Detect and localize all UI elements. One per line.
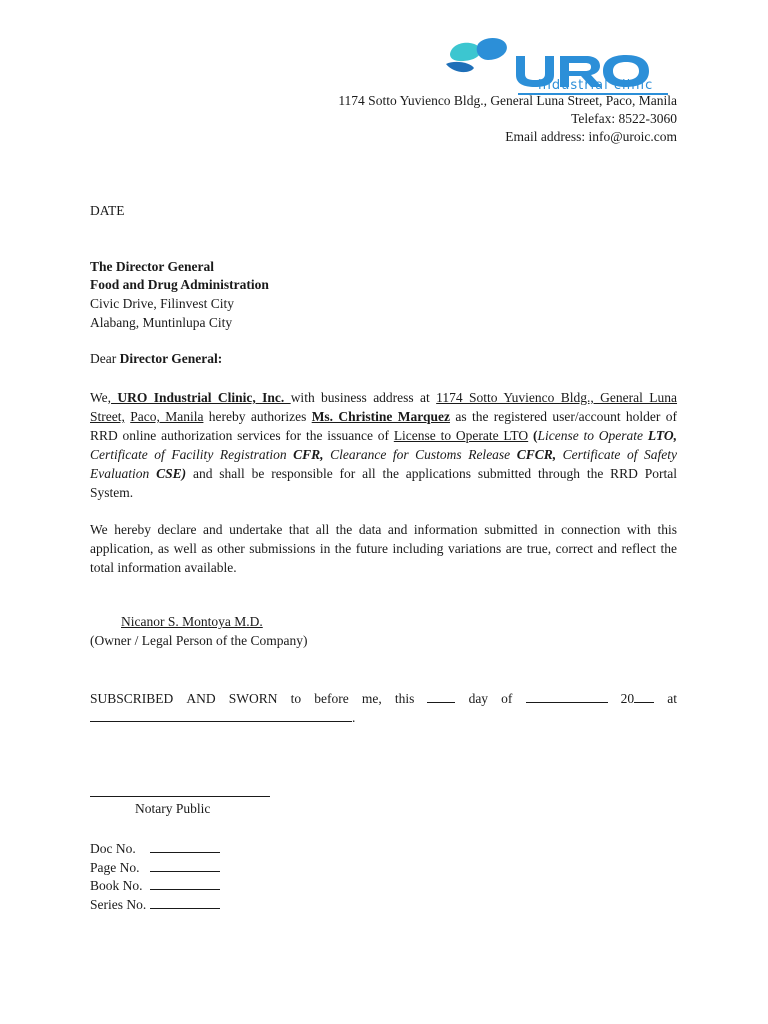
para1-line4 xyxy=(90,445,677,464)
uro-logo xyxy=(440,34,675,96)
cse-italic: Evaluation xyxy=(90,466,157,481)
notary-signature-line xyxy=(90,796,270,797)
header-address: 1174 Sotto Yuvienco Bldg., General Luna Street, Paco, Manila xyxy=(338,93,677,108)
para2-line2: application, as well as other submissions in the future including variations are true, correct and reflect the xyxy=(90,541,677,556)
para2-line3: total information available. xyxy=(90,560,237,575)
date-label: DATE xyxy=(90,203,125,218)
month-blank[interactable] xyxy=(526,690,608,703)
book-no-blank[interactable] xyxy=(150,877,220,890)
doc-no-row xyxy=(90,840,220,857)
para1-line1 xyxy=(90,388,677,407)
para1-rrd: RRD online authorization services for the issuance of xyxy=(90,428,394,443)
recipient-title: The Director General xyxy=(90,259,214,274)
para1-line2 xyxy=(90,407,677,426)
cfr-bold: CFR, xyxy=(293,447,324,462)
logo-tagline: industrial clinic xyxy=(538,78,654,93)
para1-with-address: with business address at xyxy=(290,390,437,405)
place-period: . xyxy=(352,710,356,725)
recipient-agency: Food and Drug Administration xyxy=(90,277,269,292)
para1-line5 xyxy=(90,464,677,483)
company-address-b: Street, xyxy=(90,409,125,424)
company-address-a: 1174 Sotto Yuvienco Bldg., General Luna xyxy=(436,390,678,405)
series-no-blank[interactable] xyxy=(150,896,220,909)
place-line xyxy=(90,709,355,726)
subscribed-w11: at xyxy=(667,691,677,706)
page-no-row xyxy=(90,859,220,876)
subscribed-w10: 20 xyxy=(620,691,635,706)
declaration-paragraph xyxy=(90,520,677,577)
series-no-row xyxy=(90,896,220,913)
cfcr-italic: Clearance for Customs Release xyxy=(323,447,517,462)
cse-pre: Certificate of Safety xyxy=(556,447,677,462)
page-no-label: Page No. xyxy=(90,860,140,875)
year-group xyxy=(621,690,655,707)
lto-reference: License to Operate LTO xyxy=(393,428,529,443)
salutation-prefix: Dear xyxy=(90,351,120,366)
para1-line6: System. xyxy=(90,485,134,500)
cfcr-bold: CFCR, xyxy=(516,447,557,462)
page-no-blank[interactable] xyxy=(150,859,220,872)
day-blank[interactable] xyxy=(427,690,455,703)
lto-italic: License to Operate xyxy=(537,428,648,443)
place-blank[interactable] xyxy=(90,709,352,722)
para1-we: We, xyxy=(90,390,112,405)
subscribed-w2: AND xyxy=(186,691,216,706)
year-blank[interactable] xyxy=(634,690,654,703)
signatory-name: Nicanor S. Montoya M.D. xyxy=(121,614,263,629)
company-address-c: Paco, Manila xyxy=(130,409,204,424)
header-email: Email address: info@uroic.com xyxy=(505,129,677,144)
subscribed-w6: me, xyxy=(361,691,382,706)
signatory-role: (Owner / Legal Person of the Company) xyxy=(90,633,308,648)
para2-line1: We hereby declare and undertake that all the data and information submitted in connection with this xyxy=(90,522,677,537)
salutation xyxy=(90,351,222,367)
para1-open-paren: ( xyxy=(528,428,538,443)
company-name: URO Industrial Clinic, Inc. xyxy=(111,390,291,405)
book-no-label: Book No. xyxy=(90,878,143,893)
cfr-italic: Certificate of Facility Registration xyxy=(90,447,294,462)
para1-as-holder: as the registered user/account holder of xyxy=(450,409,677,424)
subscribed-w8: day xyxy=(468,691,489,706)
cse-bold: CSE) xyxy=(156,466,187,481)
authorized-person: Ms. Christine Marquez xyxy=(311,409,450,424)
subscribed-w3: SWORN xyxy=(228,691,278,706)
para1-line3 xyxy=(90,426,677,445)
subscribed-w5: before xyxy=(314,691,349,706)
authorization-paragraph xyxy=(90,388,677,502)
doc-no-blank[interactable] xyxy=(150,840,220,853)
para1-authorizes: hereby authorizes xyxy=(203,409,312,424)
header-telefax: Telefax: 8522-3060 xyxy=(571,111,677,126)
doc-no-label: Doc No. xyxy=(90,841,136,856)
subscribed-w1: SUBSCRIBED xyxy=(90,691,174,706)
para1-tail1: and shall be responsible for all the applications submitted through the RRD Portal xyxy=(186,466,677,481)
notary-label: Notary Public xyxy=(135,801,211,816)
subscribed-w9: of xyxy=(501,691,513,706)
recipient-city: Alabang, Muntinlupa City xyxy=(90,315,233,330)
subscribed-w7: this xyxy=(394,691,415,706)
subscribed-w4: to xyxy=(290,691,302,706)
book-no-row xyxy=(90,877,220,894)
subscribed-line xyxy=(90,690,677,707)
lto-bold: LTO, xyxy=(647,428,677,443)
salutation-name: Director General: xyxy=(119,351,223,366)
series-no-label: Series No. xyxy=(90,897,147,912)
recipient-street: Civic Drive, Filinvest City xyxy=(90,296,234,311)
